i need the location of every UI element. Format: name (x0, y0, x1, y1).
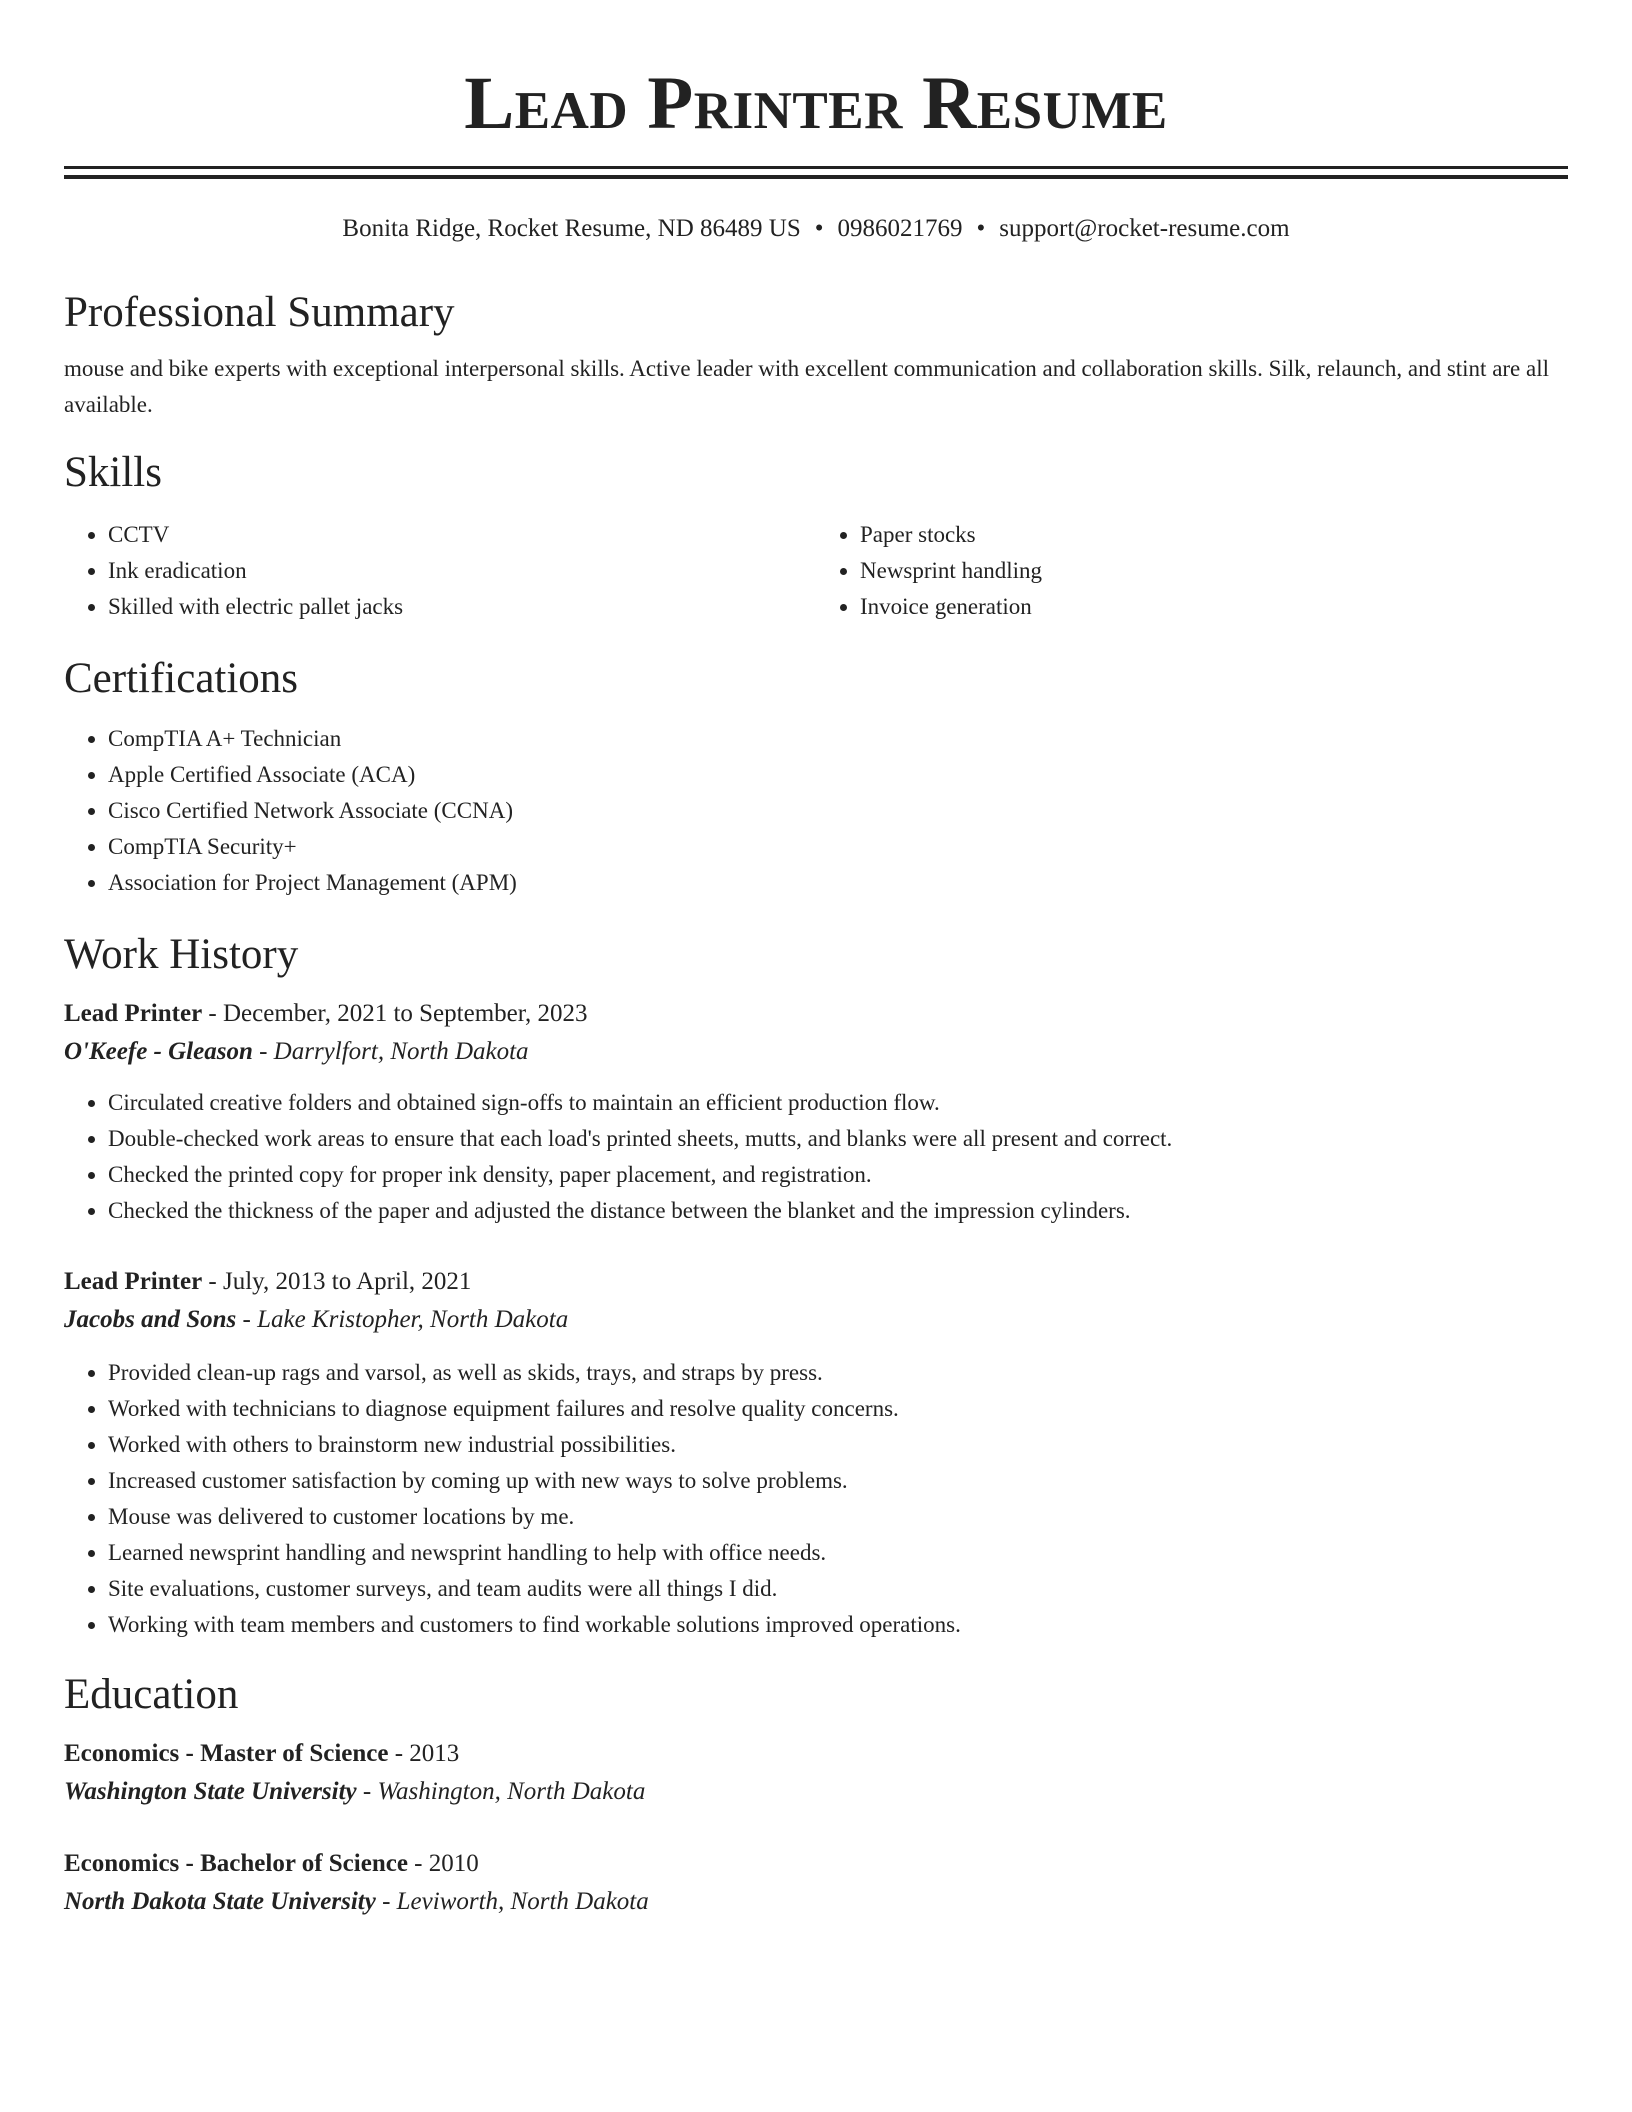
education-entry (64, 1845, 1568, 1921)
job-entry (64, 995, 1568, 1229)
education-school-line (64, 1883, 1568, 1921)
work-history-section (64, 929, 1568, 1643)
job-employer-line (64, 1301, 1568, 1339)
skill-item: • Invoice generation (860, 589, 1568, 625)
education-degree-line (64, 1845, 1568, 1883)
job-duty: • Learned newsprint handling and newsprint handling to help with office needs. (108, 1535, 1568, 1571)
section-heading-certifications: Certifications (64, 655, 299, 702)
job-duty: • Mouse was delivered to customer locations by me. (108, 1499, 1568, 1535)
job-title: Lead Printer (64, 1268, 203, 1295)
certification-item: • CompTIA Security+ (108, 829, 1568, 865)
job-entry (64, 1263, 1568, 1643)
section-heading-education: Education (64, 1671, 239, 1718)
section-heading-work-history: Work History (64, 931, 299, 978)
job-duty: • Worked with technicians to diagnose equipment failures and resolve quality concerns. (108, 1391, 1568, 1427)
job-employer-line (64, 1033, 1568, 1071)
job-duties (64, 1085, 1568, 1229)
job-dates: - July, 2013 to April, 2021 (202, 1268, 472, 1295)
skills-section (64, 447, 1568, 625)
job-dates: - December, 2021 to September, 2023 (202, 1000, 588, 1027)
education-degree: Economics - Bachelor of Science (64, 1850, 408, 1877)
education-school-line (64, 1773, 1568, 1811)
job-header (64, 1263, 1568, 1301)
skills-column-left (64, 517, 816, 625)
certification-item: • Cisco Certified Network Associate (CCNA) (108, 793, 1568, 829)
job-duty: • Checked the thickness of the paper and adjusted the distance between the blanket and the impression cylinders. (108, 1193, 1568, 1229)
job-company: O'Keefe - Gleason (64, 1038, 253, 1065)
summary-section (64, 287, 1568, 423)
skill-item: • Ink eradication (108, 553, 816, 589)
skill-item: • CCTV (108, 517, 816, 553)
education-school: Washington State University (64, 1778, 357, 1805)
education-degree-line (64, 1735, 1568, 1773)
skills-grid (64, 517, 1568, 625)
job-location: - Darrylfort, North Dakota (252, 1038, 529, 1065)
education-location: - Washington, North Dakota (356, 1778, 646, 1805)
job-location: - Lake Kristopher, North Dakota (236, 1306, 569, 1333)
education-entry (64, 1735, 1568, 1811)
education-year: - 2010 (407, 1850, 479, 1877)
job-duty: • Increased customer satisfaction by coming up with new ways to solve problems. (108, 1463, 1568, 1499)
certifications-section (64, 653, 1568, 901)
section-heading-skills: Skills (64, 449, 162, 496)
job-duties (64, 1355, 1568, 1643)
job-duty: • Checked the printed copy for proper ink density, paper placement, and registration. (108, 1157, 1568, 1193)
summary-text: mouse and bike experts with exceptional interpersonal skills. Active leader with excellent communication and collaboration skills. Silk, relaunch, and stint are all available. (64, 356, 1550, 417)
job-duty: • Circulated creative folders and obtained sign-offs to maintain an efficient production flow. (108, 1085, 1568, 1121)
contact-line (64, 213, 1568, 245)
section-heading-summary: Professional Summary (64, 289, 455, 336)
job-duty: • Provided clean-up rags and varsol, as well as skids, trays, and straps by press. (108, 1355, 1568, 1391)
certification-item: • CompTIA A+ Technician (108, 721, 1568, 757)
skills-column-right (816, 517, 1568, 625)
resume-title: Lead Printer Resume (464, 62, 1168, 145)
education-degree: Economics - Master of Science (64, 1740, 389, 1767)
contact-address: Bonita Ridge, Rocket Resume, ND 86489 US (342, 215, 801, 242)
job-duty: • Site evaluations, customer surveys, and team audits were all things I did. (108, 1571, 1568, 1607)
certification-item: • Association for Project Management (APM) (108, 865, 1568, 901)
skill-item: • Newsprint handling (860, 553, 1568, 589)
contact-separator: • (976, 215, 986, 242)
contact-separator: • (814, 215, 824, 242)
job-header (64, 995, 1568, 1033)
job-duty: • Double-checked work areas to ensure that each load's printed sheets, mutts, and blanks were all present and correct. (108, 1121, 1568, 1157)
job-duty: • Worked with others to brainstorm new industrial possibilities. (108, 1427, 1568, 1463)
job-duty: • Working with team members and customers to find workable solutions improved operations. (108, 1607, 1568, 1643)
education-year: - 2013 (388, 1740, 460, 1767)
contact-email: support@rocket-resume.com (999, 215, 1290, 242)
skill-item: • Paper stocks (860, 517, 1568, 553)
certification-item: • Apple Certified Associate (ACA) (108, 757, 1568, 793)
title-rule-bottom (64, 175, 1568, 179)
skill-item: • Skilled with electric pallet jacks (108, 589, 816, 625)
education-location: - Leviworth, North Dakota (375, 1888, 649, 1915)
certification-list (64, 721, 1568, 901)
contact-phone: 0986021769 (837, 215, 963, 242)
education-section (64, 1669, 1568, 1921)
title-rule-top (64, 166, 1568, 169)
education-school: North Dakota State University (64, 1888, 376, 1915)
job-title: Lead Printer (64, 1000, 203, 1027)
job-company: Jacobs and Sons (64, 1306, 237, 1333)
